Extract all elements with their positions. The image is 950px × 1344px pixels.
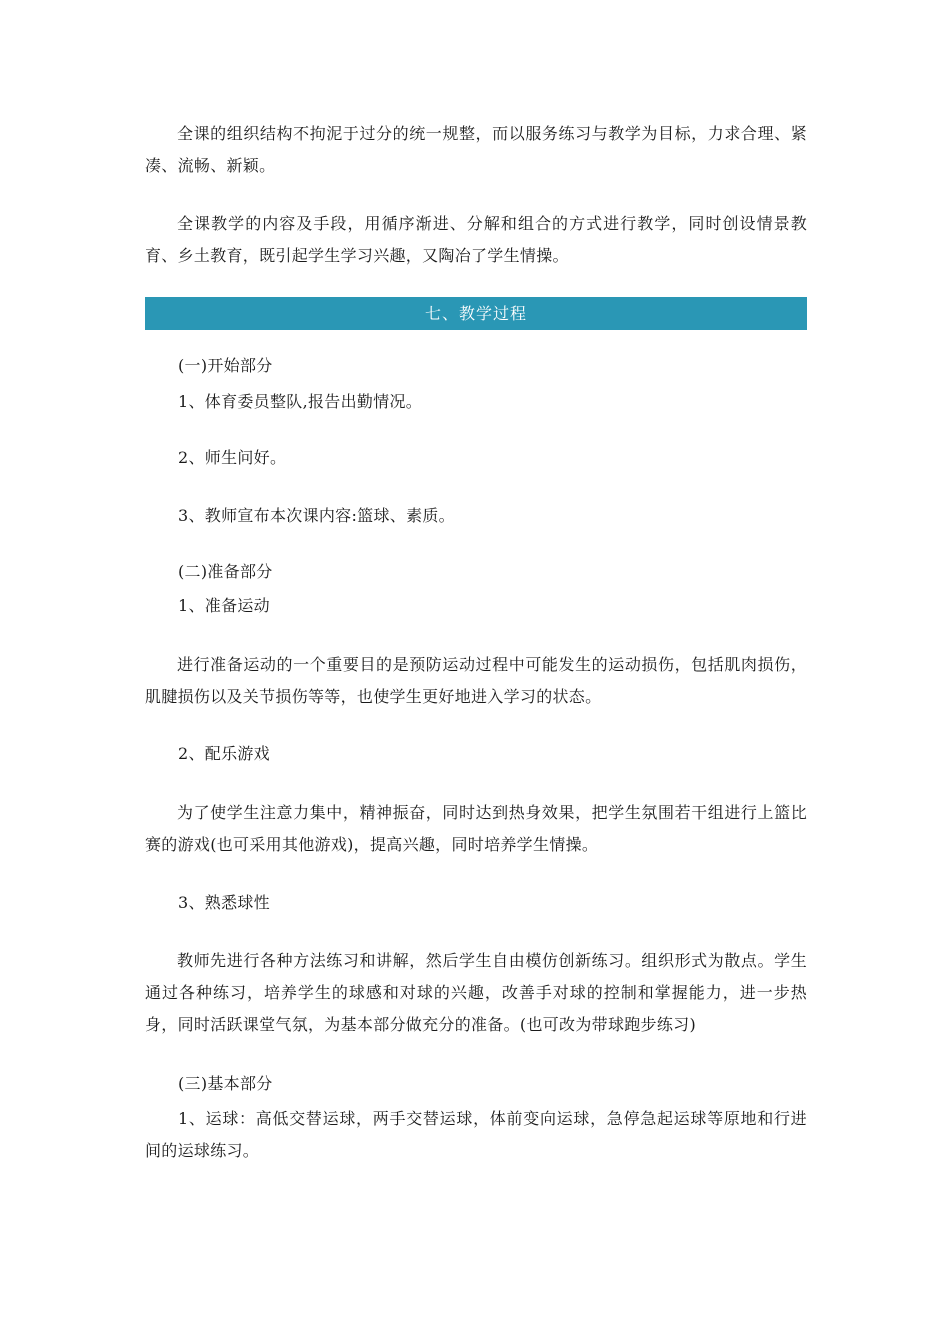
paragraph-teaching-methods: 全课教学的内容及手段，用循序渐进、分解和组合的方式进行教学，同时创设情景教育、乡土教育，既引起学生学习兴趣，又陶冶了学生情操。 <box>145 214 807 265</box>
list-item: 1、体育委员整队,报告出勤情况。 <box>178 392 423 411</box>
paragraph-music-game: 为了使学生注意力集中，精神振奋，同时达到热身效果，把学生氛围若干组进行上篮比赛的游戏(也可采用其他游戏)，提高兴趣，同时培养学生情操。 <box>145 803 807 854</box>
part-heading-preparation: (二)准备部分 <box>178 562 273 581</box>
list-item: 1、准备运动 <box>178 596 270 615</box>
part-heading-opening: (一)开始部分 <box>178 356 273 375</box>
list-item: 2、配乐游戏 <box>178 744 270 763</box>
list-item: 2、师生问好。 <box>178 448 287 467</box>
paragraph-dribbling: 1、运球：高低交替运球，两手交替运球，体前变向运球，急停急起运球等原地和行进间的运球练习。 <box>145 1109 807 1160</box>
paragraph-warmup: 进行准备运动的一个重要目的是预防运动过程中可能发生的运动损伤，包括肌肉损伤，肌腱损伤以及关节损伤等等，也使学生更好地进入学习的状态。 <box>145 655 807 706</box>
paragraph-organization: 全课的组织结构不拘泥于过分的统一规整，而以服务练习与教学为目标，力求合理、紧凑、流畅、新颖。 <box>145 124 807 175</box>
list-item: 3、熟悉球性 <box>178 893 270 912</box>
part-heading-basic: (三)基本部分 <box>178 1074 273 1093</box>
list-item: 3、教师宣布本次课内容:篮球、素质。 <box>178 506 455 525</box>
section-heading-teaching-process: 七、教学过程 <box>145 297 807 330</box>
paragraph-ball-familiarity: 教师先进行各种方法练习和讲解，然后学生自由模仿创新练习。组织形式为散点。学生通过各种练习，培养学生的球感和对球的兴趣，改善手对球的控制和掌握能力，进一步热身，同时活跃课堂气氛，为基本部分做充分的准备。(也可改为带球跑步练习) <box>145 951 807 1034</box>
